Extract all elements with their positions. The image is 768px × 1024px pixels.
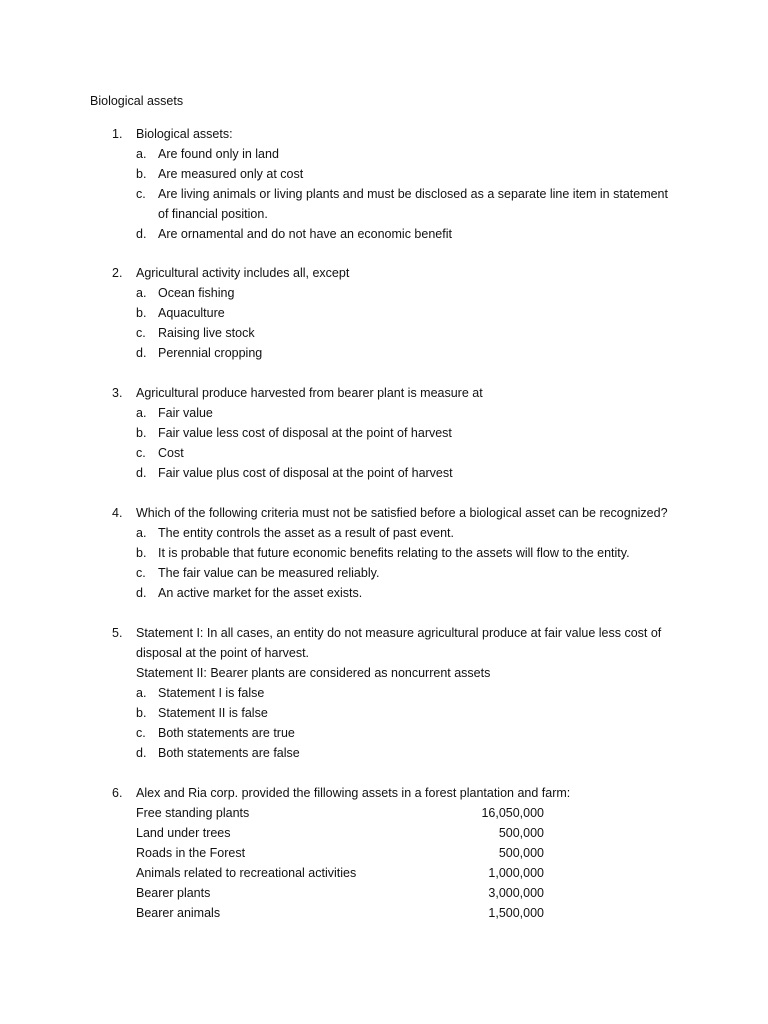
option-letter: a. xyxy=(136,147,147,161)
option-letter: d. xyxy=(136,586,147,600)
option-text: Both statements are true xyxy=(158,726,295,740)
option-text: Statement I is false xyxy=(158,686,265,700)
question-number: 4. xyxy=(112,506,123,520)
asset-label: Roads in the Forest xyxy=(136,846,246,860)
option-text: Aquaculture xyxy=(158,306,225,320)
question-number: 3. xyxy=(112,386,123,400)
option-letter: b. xyxy=(136,167,147,181)
option-text: Fair value xyxy=(158,406,213,420)
option-letter: d. xyxy=(136,227,147,241)
option-text: Perennial cropping xyxy=(158,346,263,360)
option-letter: c. xyxy=(136,446,146,460)
asset-label: Free standing plants xyxy=(136,806,250,820)
asset-amount: 16,050,000 xyxy=(481,806,544,820)
question-number: 1. xyxy=(112,127,123,141)
asset-label: Bearer plants xyxy=(136,886,211,900)
option-letter: b. xyxy=(136,546,147,560)
option-text: The entity controls the asset as a result of past event. xyxy=(158,526,454,540)
option-letter: d. xyxy=(136,466,147,480)
option-letter: a. xyxy=(136,286,147,300)
asset-amount: 1,500,000 xyxy=(488,906,544,920)
option-letter: a. xyxy=(136,686,147,700)
asset-amount: 500,000 xyxy=(498,826,544,840)
question-number: 6. xyxy=(112,786,123,800)
question-text: Statement II: Bearer plants are considered as noncurrent assets xyxy=(136,666,491,680)
option-text: Cost xyxy=(158,446,184,460)
option-letter: c. xyxy=(136,187,146,201)
question-text: Biological assets: xyxy=(136,127,233,141)
asset-label: Bearer animals xyxy=(136,906,221,920)
option-text: Raising live stock xyxy=(158,326,255,340)
option-letter: c. xyxy=(136,726,146,740)
option-text: Are living animals or living plants and must be disclosed as a separate line item in statement xyxy=(158,187,668,201)
question-number: 5. xyxy=(112,626,123,640)
asset-amount: 500,000 xyxy=(498,846,544,860)
asset-amount: 1,000,000 xyxy=(488,866,544,880)
option-text: Are ornamental and do not have an economic benefit xyxy=(158,227,452,241)
option-letter: a. xyxy=(136,526,147,540)
option-text: Are measured only at cost xyxy=(158,167,304,181)
option-text: Both statements are false xyxy=(158,746,300,760)
option-letter: a. xyxy=(136,406,147,420)
option-text: Ocean fishing xyxy=(158,286,235,300)
question-text: disposal at the point of harvest. xyxy=(136,646,310,660)
option-letter: c. xyxy=(136,326,146,340)
question-number: 2. xyxy=(112,266,123,280)
option-text: Statement II is false xyxy=(158,706,268,720)
option-text: The fair value can be measured reliably. xyxy=(158,566,380,580)
option-text: Fair value less cost of disposal at the point of harvest xyxy=(158,426,452,440)
option-letter: c. xyxy=(136,566,146,580)
option-letter: b. xyxy=(136,706,147,720)
question-text: Agricultural activity includes all, except xyxy=(136,266,350,280)
option-letter: d. xyxy=(136,746,147,760)
asset-label: Land under trees xyxy=(136,826,231,840)
document-title: Biological assets xyxy=(90,94,184,108)
asset-label: Animals related to recreational activities xyxy=(136,866,357,880)
question-text: Which of the following criteria must not be satisfied before a biological asset can be recognized? xyxy=(136,506,668,520)
option-letter: b. xyxy=(136,426,147,440)
option-text: Are found only in land xyxy=(158,147,279,161)
question-text: Statement I: In all cases, an entity do not measure agricultural produce at fair value less cost of xyxy=(136,626,662,640)
option-text: of financial position. xyxy=(158,207,268,221)
option-letter: b. xyxy=(136,306,147,320)
option-text: An active market for the asset exists. xyxy=(158,586,363,600)
option-text: Fair value plus cost of disposal at the point of harvest xyxy=(158,466,453,480)
asset-amount: 3,000,000 xyxy=(488,886,544,900)
question-text: Agricultural produce harvested from bearer plant is measure at xyxy=(136,386,483,400)
option-text: It is probable that future economic benefits relating to the assets will flow to the entity. xyxy=(158,546,630,560)
option-letter: d. xyxy=(136,346,147,360)
question-text: Alex and Ria corp. provided the fillowing assets in a forest plantation and farm: xyxy=(136,786,571,800)
